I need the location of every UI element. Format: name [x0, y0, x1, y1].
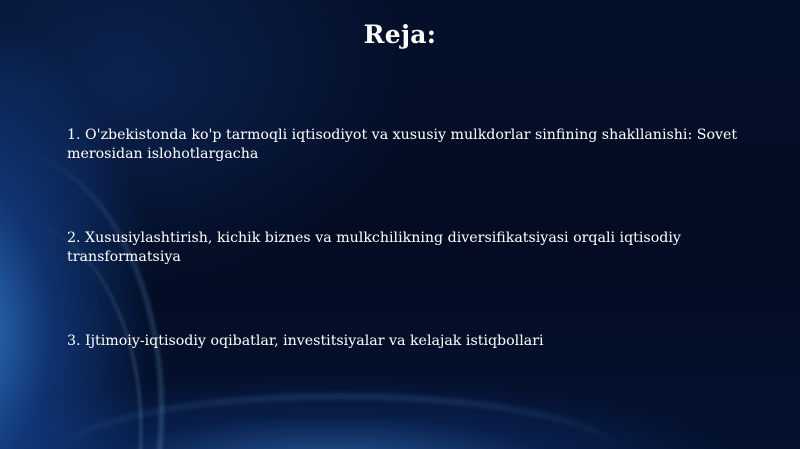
slide-title: Reja: [363, 20, 437, 49]
plan-item-3: 3. Ijtimoiy-iqtisodiy oqibatlar, investitsiyalar va kelajak istiqbollari [67, 333, 544, 349]
background-light-streak [60, 395, 620, 449]
background-light-streak [0, 150, 163, 449]
plan-item-1: 1. O'zbekistonda ko'p tarmoqli iqtisodiyot va xususiy mulkdorlar sinfining shakllanishi: Sovet merosidan islohotlargacha [67, 127, 738, 162]
plan-item-2: 2. Xususiylashtirish, kichik biznes va mulkchilikning diversifikatsiyasi orqali iqtisodiy transformatsiya [67, 230, 681, 265]
